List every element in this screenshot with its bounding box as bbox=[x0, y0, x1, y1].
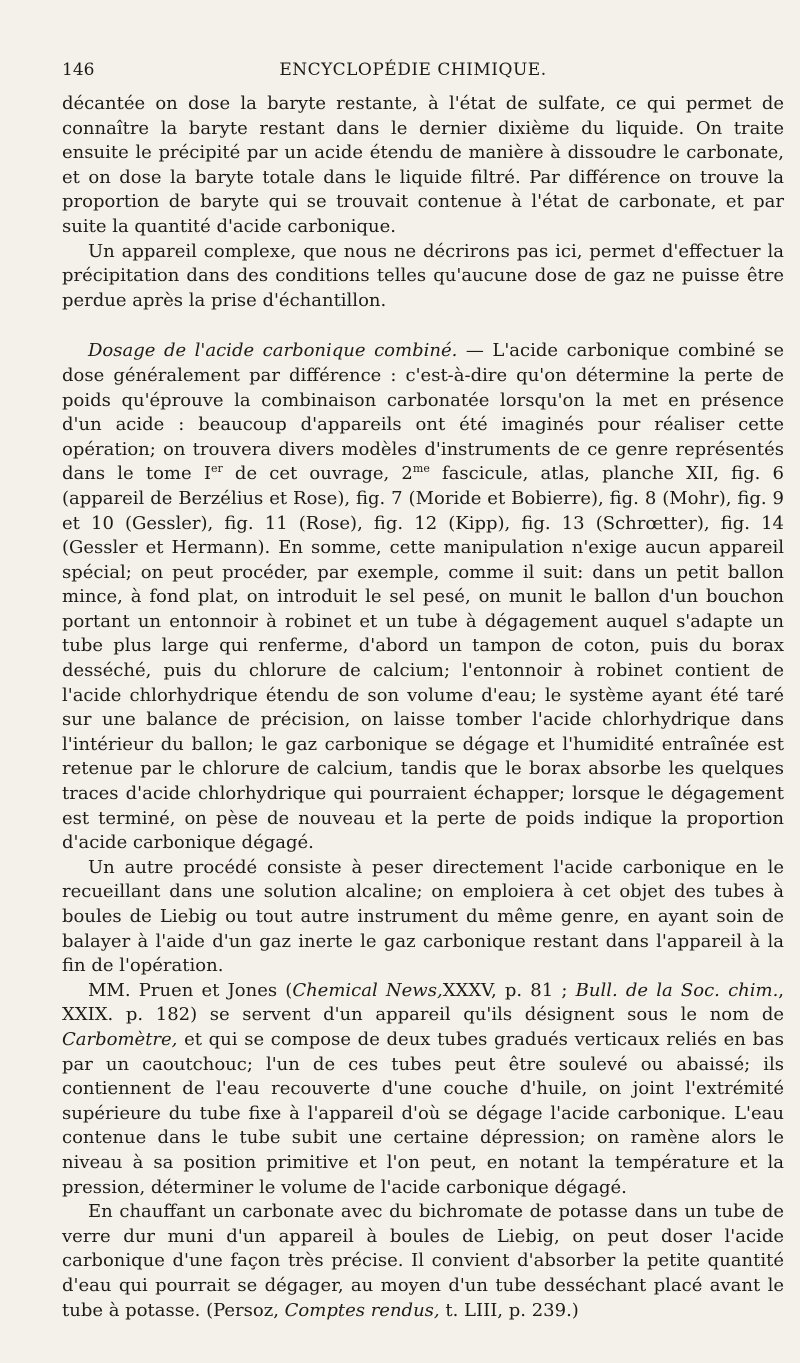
running-title: ENCYCLOPÉDIE CHIMIQUE. bbox=[279, 60, 547, 80]
paragraph-5-text-d: et qui se compose de deux tubes gradués verticaux reliés en bas par un caoutchouc; l'un de ces tubes peut être soulevé ou abaissé; ils contiennent de l'eau recouverte d'une couche d'huile, on joint l'extrémité supérieure du tube fixe à l'appareil d'où se dégage l'acide carbonique. L'eau contenue dans le tube subit une certaine dépression; on ramène alors le niveau à sa position primitive et l'on peut, en notant la température et la pression, déterminer le volume de l'acide carbonique dégagé. bbox=[62, 1028, 784, 1198]
paragraph-3-text-a: — L'acide carbonique combiné se dose généralement par différence : c'est-à-dire qu'on détermine la perte de poids qu'éprouve la combinaison carbonatée lorsqu'on la met en présence d'un acide : beaucoup d'appareils ont été imaginés pour réaliser cette opération; on trouvera divers modèles d'instruments de ce genre représentés dans le tome I bbox=[62, 340, 784, 485]
term-carbometre: Carbomètre, bbox=[62, 1028, 178, 1050]
paragraph-5-text-a: MM. Pruen et Jones ( bbox=[88, 979, 293, 1001]
citation-chemical-news: Chemical News, bbox=[292, 979, 443, 1001]
superscript-er: er bbox=[210, 462, 223, 476]
citation-bulletin: Bull. de la Soc. chim. bbox=[575, 979, 779, 1001]
paragraph-4: Un autre procédé consiste à peser directement l'acide carbonique en le recueillant dans une solution alcaline; on emploiera à cet objet des tubes à boules de Liebig ou tout autre instrument du même genre, en ayant soin de balayer à l'aide d'un gaz inerte le gaz carbonique restant dans l'appareil à la fin de l'opération. bbox=[62, 856, 784, 977]
paragraph-1: décantée on dose la baryte restante, à l'état de sulfate, ce qui permet de connaître la baryte restant dans le dernier dixième du liquide. On traite ensuite le précipité par un acide étendu de manière à dissoudre le carbonate, et on dose la baryte totale dans le liquide filtré. Par différence on trouve la proportion de baryte qui se trouvait contenue à l'état de carbonate, et par suite la quantité d'acide carbonique. bbox=[62, 93, 784, 237]
section-title: Dosage de l'acide carbonique combiné. bbox=[88, 340, 458, 362]
paragraph-6-text-b: t. LIII, p. 239.) bbox=[439, 1299, 579, 1321]
page-header bbox=[62, 56, 764, 82]
citation-comptes-rendus: Comptes rendus, bbox=[284, 1299, 440, 1321]
superscript-me: me bbox=[412, 462, 430, 476]
paragraph-5-text-c: , XXIX. p. 182) se servent d'un appareil qu'ils désignent sous le nom de bbox=[62, 979, 785, 1026]
paragraph-2: Un appareil complexe, que nous ne décrirons pas ici, permet d'effectuer la précipitation dans des conditions telles qu'aucune dose de gaz ne puisse être perdue après la prise d'échantillon. bbox=[62, 240, 784, 311]
paragraph-5 bbox=[62, 979, 784, 1200]
paragraph-3-text-c: fascicule, atlas, planche XII, fig. 6 (appareil de Berzélius et Rose), fig. 7 (Moride et Bobierre), fig. 8 (Mohr), fig. 9 et 10 (Gessler), fig. 11 (Rose), fig. 12 (Kipp), fig. 13 (Schrœtter), fig. 14 (Gessler et Hermann). En somme, cette manipulation n'exige aucun appareil spécial; on peut procéder, par exemple, comme il suit: dans un petit ballon mince, à fond plat, on introduit le sel pesé, on munit le ballon d'un bouchon portant un entonnoir à robinet et un tube à dégagement auquel s'adapte un tube plus large qui renferme, d'abord un tampon de coton, puis du borax desséché, puis du chlorure de calcium; l'entonnoir à robinet contient de l'acide chlorhydrique étendu de son volume d'eau; le système ayant été taré sur une balance de précision, on laisse tomber l'acide chlorhydrique dans l'intérieur du ballon; le gaz carbonique se dégage et l'humidité entraînée est retenue par le chlorure de calcium, tandis que le borax absorbe les quelques traces d'acide chlorhydrique qui pourraient échapper; lorsque le dégagement est terminé, on pèse de nouveau et la perte de poids indique la proportion d'acide carbonique dégagé. bbox=[62, 463, 785, 854]
body-text bbox=[62, 92, 784, 1323]
paragraph-3 bbox=[62, 339, 784, 855]
page-number: 146 bbox=[62, 60, 95, 80]
paragraph-5-text-b: XXXV, p. 81 ; bbox=[442, 979, 576, 1001]
paragraph-6 bbox=[62, 1200, 784, 1323]
paragraph-6-text-a: En chauffant un carbonate avec du bichromate de potasse dans un tube de verre dur muni d'un appareil à boules de Liebig, on peut doser l'acide carbonique d'une façon très précise. Il convient d'absorber la petite quantité d'eau qui pourrait se dégager, au moyen d'un tube desséchant placé avant le tube à potasse. (Persoz, bbox=[62, 1201, 784, 1321]
paragraph-3-text-b: de cet ouvrage, 2 bbox=[222, 463, 413, 485]
